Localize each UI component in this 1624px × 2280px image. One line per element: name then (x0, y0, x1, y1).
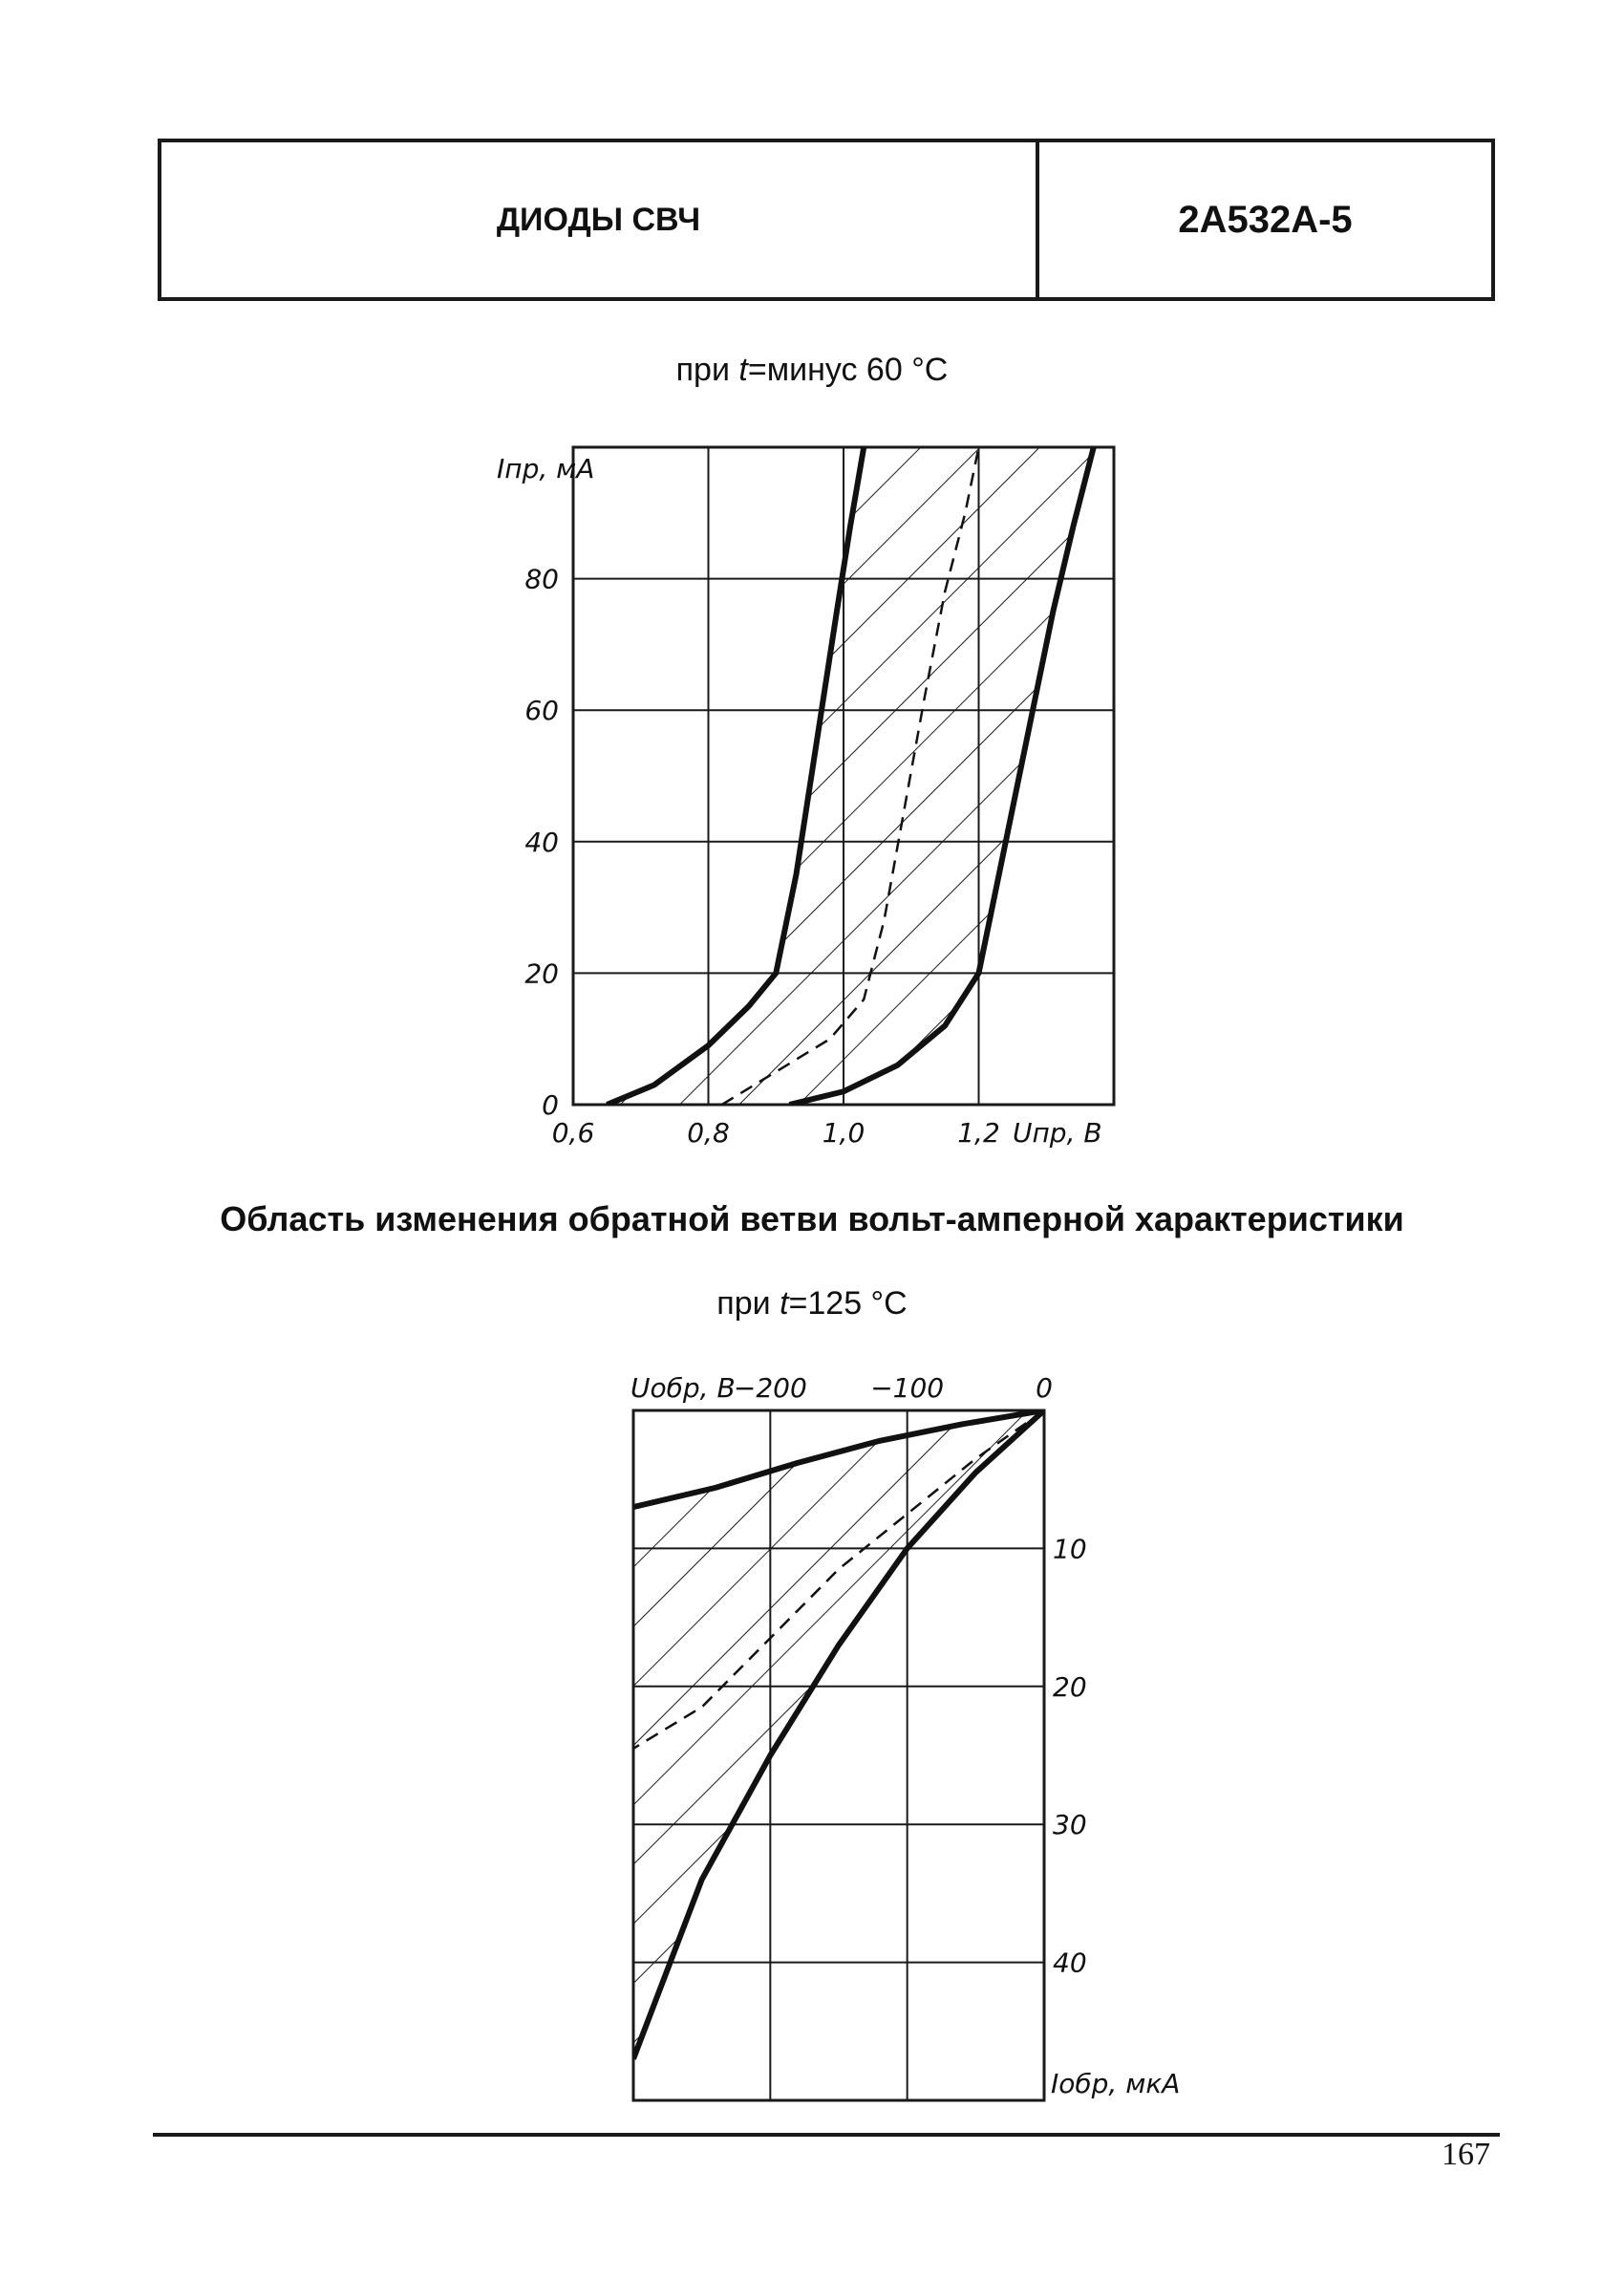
x-axis-label: Uпр, В (1013, 1117, 1102, 1149)
y-axis-label: Iобр, мкА (1051, 2068, 1181, 2099)
y-tick-label: 40 (1053, 1947, 1087, 1979)
y-tick-label: 20 (1053, 1670, 1087, 1703)
section-title: Область изменения обратной ветви вольт-амперной характеристики (220, 1199, 1404, 1238)
x-axis-label: Uобр, В (630, 1372, 736, 1404)
x-tick-label: 0,8 (687, 1117, 730, 1149)
x-tick-label: −100 (870, 1372, 945, 1404)
chart1-caption: при t=минус 60 °С (675, 352, 949, 388)
y-tick-label: 40 (524, 826, 559, 858)
forward-iv-chart (497, 447, 1114, 1149)
header-part-number: 2А532А-5 (1178, 198, 1353, 241)
y-axis-label: Iпр, мА (497, 453, 595, 484)
y-tick-label: 10 (1053, 1533, 1087, 1565)
y-tick-label: 80 (524, 563, 559, 595)
x-tick-label: −200 (733, 1372, 807, 1404)
x-tick-label: 0,6 (551, 1117, 595, 1149)
page-number: 167 (1442, 2137, 1490, 2172)
header-category: ДИОДЫ СВЧ (161, 142, 1039, 297)
chart2-caption: при t=125 °С (716, 1285, 908, 1322)
y-tick-label: 30 (1053, 1809, 1087, 1841)
x-tick-label: 0 (1036, 1372, 1053, 1404)
y-tick-label: 0 (542, 1089, 559, 1121)
x-tick-label: 1,0 (822, 1117, 865, 1149)
footer-rule (153, 2133, 1500, 2137)
y-tick-label: 60 (524, 695, 559, 727)
y-tick-label: 20 (524, 957, 559, 990)
reverse-iv-chart (630, 1372, 1180, 2100)
x-tick-label: 1,2 (957, 1117, 1000, 1149)
